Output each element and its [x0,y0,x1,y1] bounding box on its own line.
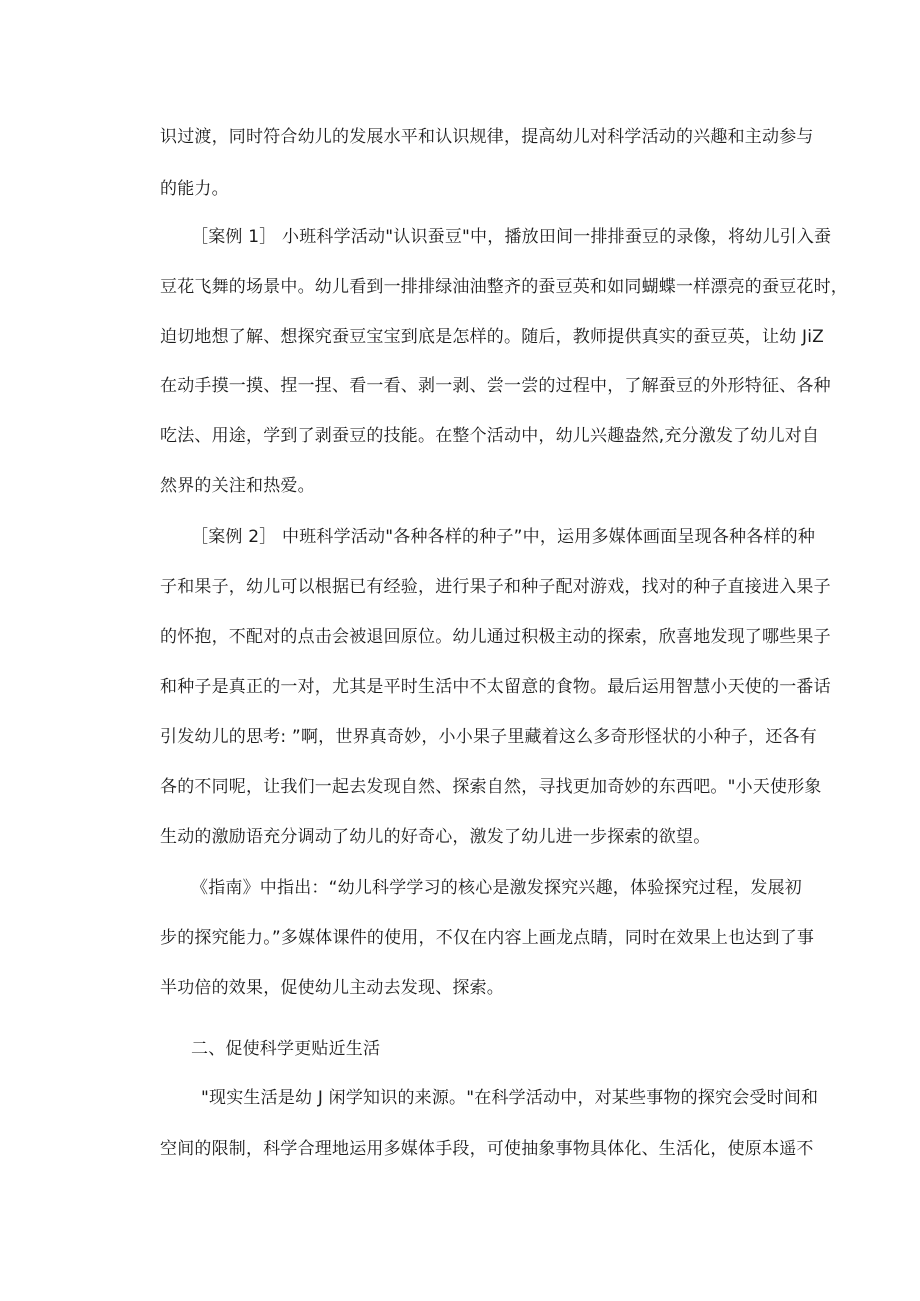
text-line: 空间的限制，科学合理地运用多媒体手段，可使抽象事物具体化、生活化，使原本遥不 [160,1139,814,1159]
text-line: 半功倍的效果，促使幼儿主动去发现、探索。 [160,978,504,998]
text-line: 豆花飞舞的场景中。幼儿看到一排排绿油油整齐的蚕豆英和如同蝴蝶一样漂亮的蚕豆花时， [160,277,848,297]
text-line: 《指南》中指出：“幼儿科学学习的核心是激发探究兴趣，体验探究过程，发展初 [191,878,803,898]
text-line: 吃法、用途，学到了剥蚕豆的技能。在整个活动中，幼儿兴趣盎然,充分激发了幼儿对自 [160,426,820,446]
text-line: 识过渡，同时符合幼儿的发展水平和认识规律，提高幼儿对科学活动的兴趣和主动参与 [160,127,814,147]
text-line: 迫切地想了解、想探究蚕豆宝宝到底是怎样的。随后，教师提供真实的蚕豆英，让幼 JiZ [160,327,824,347]
text-line: 子和果子，幼儿可以根据已有经验，进行果子和种子配对游戏，找对的种子直接进入果子 [160,577,831,597]
case-1-heading-line: ［案例 1］ 小班科学活动"认识蚕豆"中，播放田间一排排蚕豆的录像，将幼儿引入蚕 [191,227,832,247]
text-line: 然界的关注和热爱。 [160,476,315,496]
text-line: 的怀抱，不配对的点击会被退回原位。幼儿通过积极主动的探索，欣喜地发现了哪些果子 [160,627,831,647]
case-2-heading-line: ［案例 2］ 中班科学活动"各种各样的种子”中，运用多媒体画面呈现各种各样的种 [191,527,816,547]
text-line: 生动的激励语充分调动了幼儿的好奇心，激发了幼儿进一步探索的欲望。 [160,827,711,847]
text-line: 和种子是真正的一对，尤其是平时生活中不太留意的食物。最后运用智慧小天使的一番话 [160,677,831,697]
text-line: "现实生活是幼 J 闲学知识的来源。"在科学活动中，对某些事物的探究会受时间和 [201,1088,819,1108]
text-line: 各的不同呢，让我们一起去发现自然、探索自然，寻找更加奇妙的东西吧。"小天使形象 [160,777,822,797]
text-line: 引发幼儿的思考: ”啊，世界真奇妙，小小果子里藏着这么多奇形怪状的小种子，还各有 [160,727,817,747]
text-line: 在动手摸一摸、捏一捏、看一看、剥一剥、尝一尝的过程中，了解蚕豆的外形特征、各种 [160,376,831,396]
text-line: 的能力。 [160,179,229,199]
text-line: 步的探究能力。”多媒体课件的使用，不仅在内容上画龙点睛，同时在效果上也达到了事 [160,928,815,948]
section-heading: 二、促使科学更贴近生活 [191,1039,381,1059]
